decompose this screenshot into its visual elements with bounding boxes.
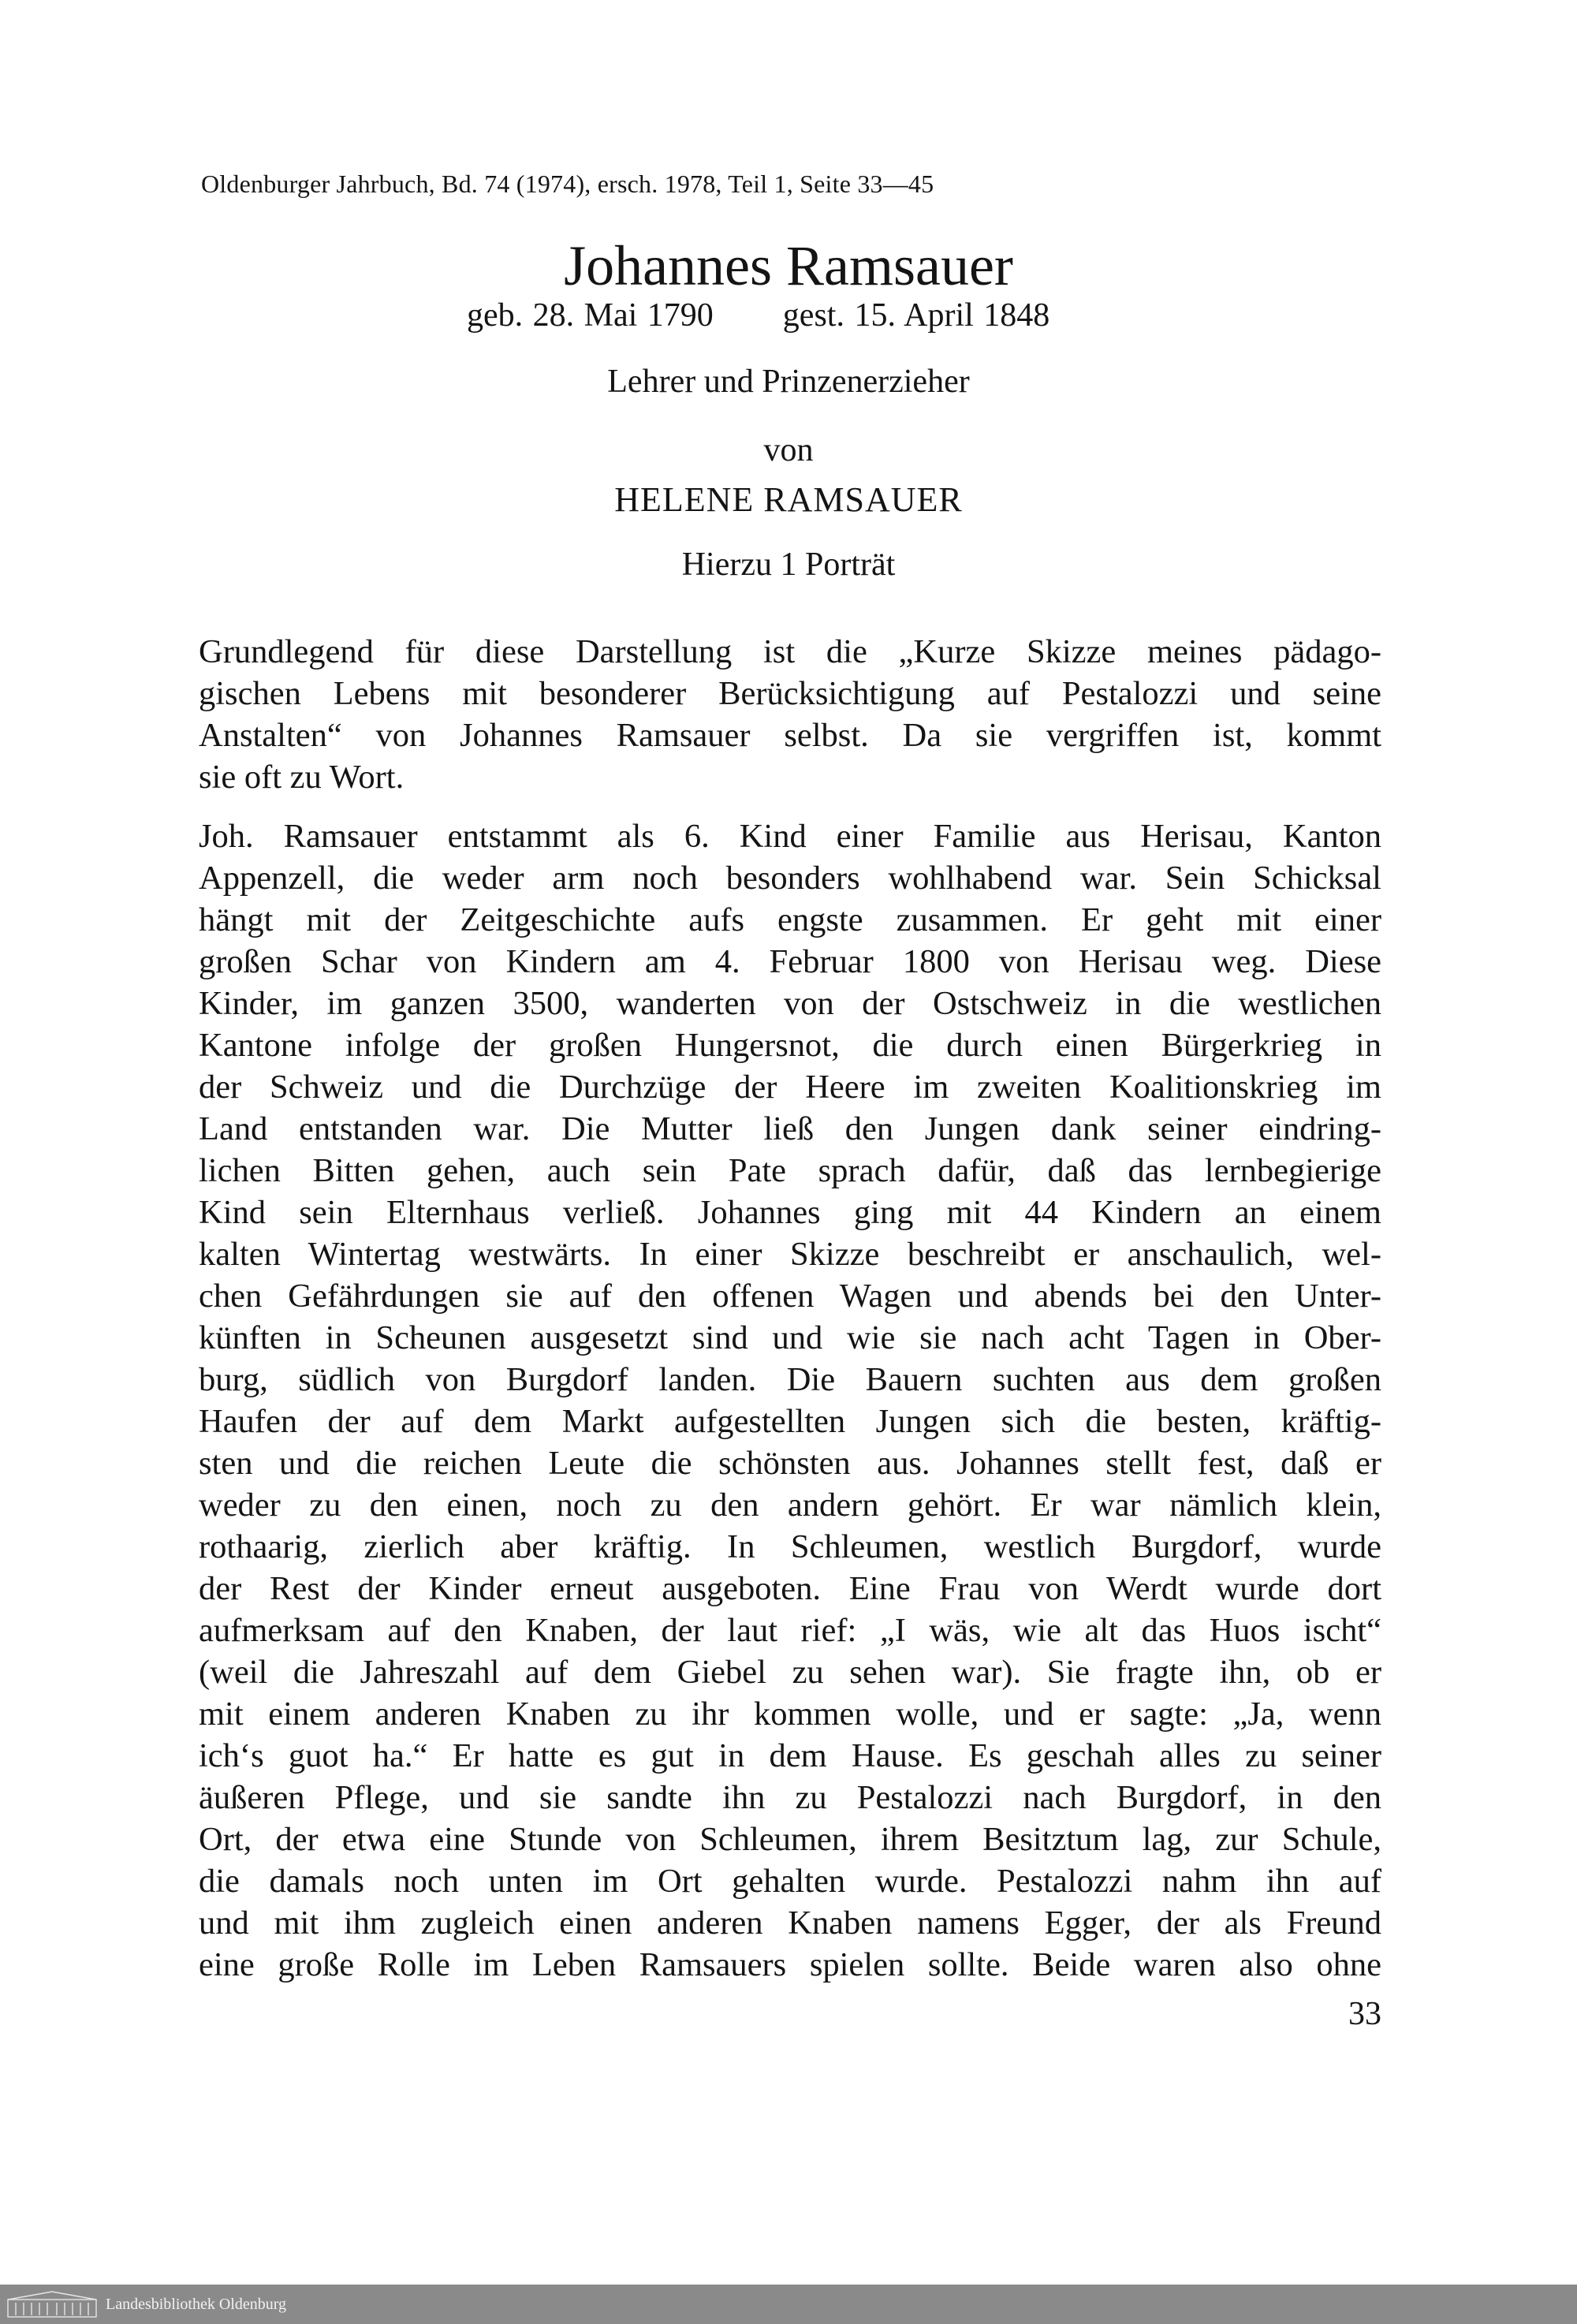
text-line: und mit ihm zugleich einen anderen Knaben namens Egger, der als Freund (199, 1904, 1381, 1942)
text-line: lichen Bitten gehen, auch sein Pate sprach dafür, daß das lernbegierige (199, 1152, 1381, 1189)
page-number: 33 (1348, 1996, 1381, 2032)
portrait-note: Hierzu 1 Porträt (681, 546, 896, 583)
text-line: eine große Rolle im Leben Ramsauers spielen sollte. Beide waren also ohne (199, 1946, 1381, 1983)
life-dates (467, 297, 1049, 334)
byline-von: von (763, 432, 814, 468)
text-line: weder zu den einen, noch zu den andern gehört. Er war nämlich klein, (199, 1487, 1381, 1524)
footer-bar (0, 2285, 1577, 2324)
text-line: (weil die Jahreszahl auf dem Giebel zu sehen war). Sie fragte ihn, ob er (199, 1654, 1381, 1691)
text-line: gischen Lebens mit besonderer Berücksichtigung auf Pestalozzi und seine (199, 675, 1381, 712)
text-line: Land entstanden war. Die Mutter ließ den Jungen dank seiner eindring- (199, 1110, 1381, 1147)
text-line: die damals noch unten im Ort gehalten wurde. Pestalozzi nahm ihn auf (199, 1863, 1381, 1900)
text-line: Kantone infolge der großen Hungersnot, die durch einen Bürgerkrieg in (199, 1027, 1381, 1064)
article-title-text: Johannes Ramsauer (564, 234, 1013, 297)
paragraph-2 (199, 815, 1381, 1986)
author-name: HELENE RAMSAUER (614, 480, 963, 519)
text-line: ich‘s guot ha.“ Er hatte es gut in dem Hause. Es geschah alles zu seiner (199, 1737, 1381, 1774)
death-date: gest. 15. April 1848 (782, 297, 1050, 334)
citation-header: Oldenburger Jahrbuch, Bd. 74 (1974), ersch. 1978, Teil 1, Seite 33—45 (201, 170, 934, 198)
paragraph-1 (199, 631, 1381, 798)
birth-date: geb. 28. Mai 1790 (467, 297, 714, 334)
text-line: burg, südlich von Burgdorf landen. Die Bauern suchten aus dem großen (199, 1361, 1381, 1398)
text-line: mit einem anderen Knaben zu ihr kommen wolle, und er sagte: „Ja, wenn (199, 1695, 1381, 1733)
library-name: Landesbibliothek Oldenburg (106, 2296, 287, 2313)
text-line: aufmerksam auf den Knaben, der laut rief: „I wäs, wie alt das Huos ischt“ (199, 1612, 1381, 1649)
text-line: großen Schar von Kindern am 4. Februar 1800 von Herisau weg. Diese (199, 943, 1381, 980)
article-title (0, 230, 1577, 301)
text-line: sie oft zu Wort. (199, 759, 405, 796)
text-line: der Rest der Kinder erneut ausgeboten. Eine Frau von Werdt wurde dort (199, 1570, 1381, 1607)
text-line: der Schweiz und die Durchzüge der Heere im zweiten Koalitionskrieg im (199, 1069, 1381, 1106)
text-line: künften in Scheunen ausgesetzt sind und wie sie nach acht Tagen in Ober- (199, 1319, 1381, 1356)
text-line: Grundlegend für diese Darstellung ist die „Kurze Skizze meines pädago- (199, 633, 1381, 670)
library-building-icon (6, 2290, 98, 2318)
text-line: kalten Wintertag westwärts. In einer Skizze beschreibt er anschaulich, wel- (199, 1236, 1381, 1273)
text-line: sten und die reichen Leute die schönsten aus. Johannes stellt fest, daß er (199, 1445, 1381, 1482)
text-line: äußeren Pflege, und sie sandte ihn zu Pestalozzi nach Burgdorf, in den (199, 1779, 1381, 1816)
text-line: Ort, der etwa eine Stunde von Schleumen, ihrem Besitztum lag, zur Schule, (199, 1821, 1381, 1858)
article-body (199, 631, 1381, 1986)
text-line: Joh. Ramsauer entstammt als 6. Kind einer Familie aus Herisau, Kanton (199, 818, 1381, 855)
article-subtitle: Lehrer und Prinzenerzieher (607, 364, 970, 400)
text-line: Haufen der auf dem Markt aufgestellten Jungen sich die besten, kräftig- (199, 1403, 1381, 1440)
text-line: hängt mit der Zeitgeschichte aufs engste zusammen. Er geht mit einer (199, 901, 1381, 938)
text-line: Appenzell, die weder arm noch besonders wohlhabend war. Sein Schicksal (199, 860, 1381, 897)
text-line: chen Gefährdungen sie auf den offenen Wagen und abends bei den Unter- (199, 1278, 1381, 1315)
text-line: Anstalten“ von Johannes Ramsauer selbst. Da sie vergriffen ist, kommt (199, 717, 1381, 754)
text-line: rothaarig, zierlich aber kräftig. In Schleumen, westlich Burgdorf, wurde (199, 1528, 1381, 1565)
text-line: Kinder, im ganzen 3500, wanderten von der Ostschweiz in die westlichen (199, 985, 1381, 1022)
text-line: Kind sein Elternhaus verließ. Johannes ging mit 44 Kindern an einem (199, 1194, 1381, 1231)
